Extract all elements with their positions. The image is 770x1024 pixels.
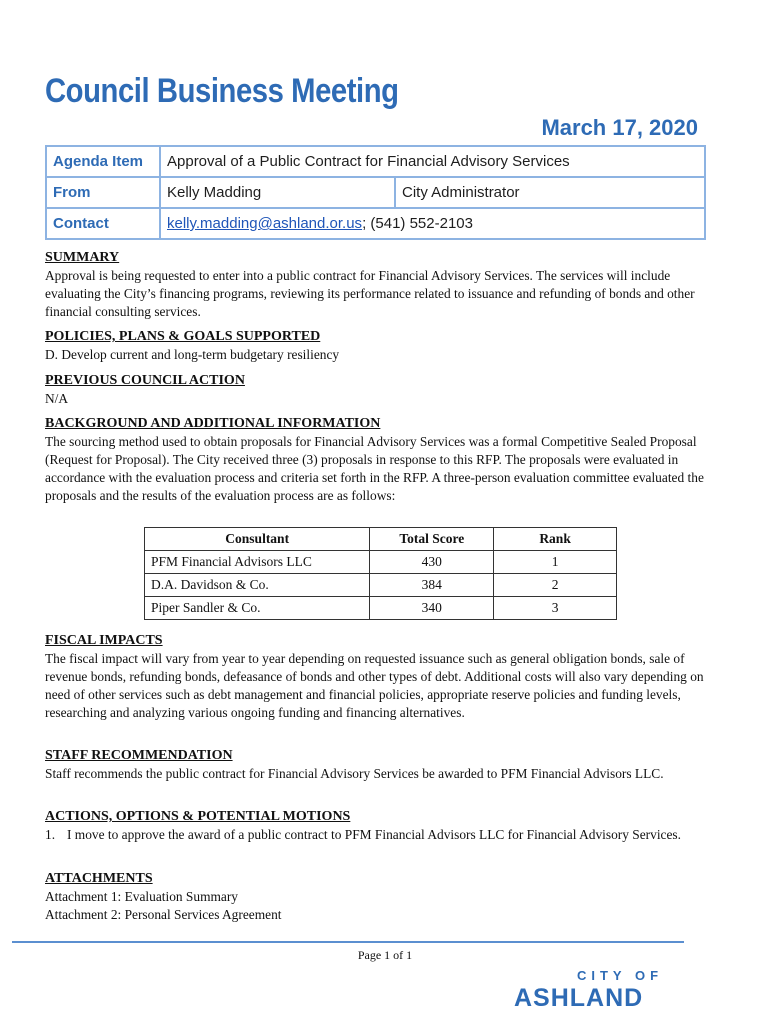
previous-action-text: N/A: [45, 391, 69, 406]
page-number: Page 1 of 1: [357, 948, 413, 962]
evaluation-scores-table: [144, 527, 617, 620]
policies-text: D. Develop current and long-term budgetary resiliency: [45, 347, 340, 362]
motion-number: 1.: [45, 827, 56, 842]
agenda-info-table: [45, 145, 706, 240]
fiscal-section: [45, 632, 710, 722]
city-of-ashland-logo: [510, 966, 680, 1010]
attachments-section: [45, 870, 710, 924]
agenda-item-value: Approval of a Public Contract for Financial Advisory Services: [160, 146, 705, 177]
previous-action-section: [45, 372, 710, 408]
summary-text: Approval is being requested to enter into a public contract for Financial Advisory Services. The services will include evaluating the City’s financing programs, reviewing its performance related to issuance and refunding of bonds and other financial consulting services.: [45, 268, 695, 319]
table-row: [145, 574, 617, 597]
table-row: [145, 597, 617, 620]
attachment-item: Attachment 2: Personal Services Agreement: [45, 907, 282, 922]
attachments-heading: ATTACHMENTS: [45, 871, 153, 886]
footer-divider: [12, 941, 684, 943]
page-title: Council Business Meeting: [45, 72, 399, 110]
column-header-total-score: Total Score: [370, 528, 494, 551]
score-cell: 384: [370, 574, 494, 597]
summary-heading: SUMMARY: [45, 250, 120, 265]
recommendation-text: Staff recommends the public contract for Financial Advisory Services be awarded to PFM Financial Advisors LLC.: [45, 766, 664, 781]
consultant-cell: Piper Sandler & Co.: [145, 597, 370, 620]
background-text: The sourcing method used to obtain proposals for Financial Advisory Services was a formal Competitive Sealed Proposal (Request for Proposal). The City received three (3) proposals in response to this RFP. The proposals were evaluated in accordance with the evaluation process and criteria set forth in the RFP. A three-person evaluation committee evaluated the proposals and the results of the evaluation process are as follows:: [45, 434, 704, 503]
from-name: Kelly Madding: [160, 177, 395, 208]
recommendation-section: [45, 747, 710, 783]
contact-label: Contact: [46, 208, 160, 239]
summary-section: [45, 249, 710, 321]
rank-cell: 1: [494, 551, 617, 574]
previous-action-heading: PREVIOUS COUNCIL ACTION: [45, 373, 245, 388]
column-header-consultant: Consultant: [145, 528, 370, 551]
table-header-row: [145, 528, 617, 551]
logo-bottom-text: ASHLAND: [514, 984, 644, 1010]
fiscal-text: The fiscal impact will vary from year to year depending on requested issuance such as general obligation bonds, sale of revenue bonds, refunding bonds, defeasance of bonds and other types of debt. Additional costs will also vary depending on need of other services such as debt management and financial policies, appropriate reserve policies and funding levels, researching and analyzing various ongoing funding and financing alternatives.: [45, 651, 704, 720]
fiscal-heading: FISCAL IMPACTS: [45, 633, 163, 648]
table-row: [145, 551, 617, 574]
actions-section: [45, 808, 710, 844]
rank-cell: 3: [494, 597, 617, 620]
recommendation-heading: STAFF RECOMMENDATION: [45, 748, 233, 763]
contact-phone: ; (541) 552-2103: [362, 215, 473, 232]
motion-item: [45, 826, 710, 844]
contact-email-link[interactable]: kelly.madding@ashland.or.us: [167, 215, 363, 232]
score-cell: 430: [370, 551, 494, 574]
contact-value: [160, 208, 705, 239]
from-row: [46, 177, 705, 208]
column-header-rank: Rank: [494, 528, 617, 551]
logo-top-text: CITY OF: [576, 968, 664, 983]
motion-text: I move to approve the award of a public contract to PFM Financial Advisors LLC for Financial Advisory Services.: [67, 827, 681, 842]
from-label: From: [46, 177, 160, 208]
score-cell: 340: [370, 597, 494, 620]
agenda-item-row: [46, 146, 705, 177]
agenda-item-label: Agenda Item: [46, 146, 160, 177]
attachment-item: Attachment 1: Evaluation Summary: [45, 889, 239, 904]
rank-cell: 2: [494, 574, 617, 597]
policies-section: [45, 328, 710, 364]
consultant-cell: PFM Financial Advisors LLC: [145, 551, 370, 574]
policies-heading: POLICIES, PLANS & GOALS SUPPORTED: [45, 329, 321, 344]
from-title: City Administrator: [395, 177, 705, 208]
background-section: [45, 415, 710, 505]
consultant-cell: D.A. Davidson & Co.: [145, 574, 370, 597]
background-heading: BACKGROUND AND ADDITIONAL INFORMATION: [45, 416, 381, 431]
meeting-date: March 17, 2020: [541, 115, 698, 140]
contact-row: [46, 208, 705, 239]
actions-heading: ACTIONS, OPTIONS & POTENTIAL MOTIONS: [45, 809, 351, 824]
